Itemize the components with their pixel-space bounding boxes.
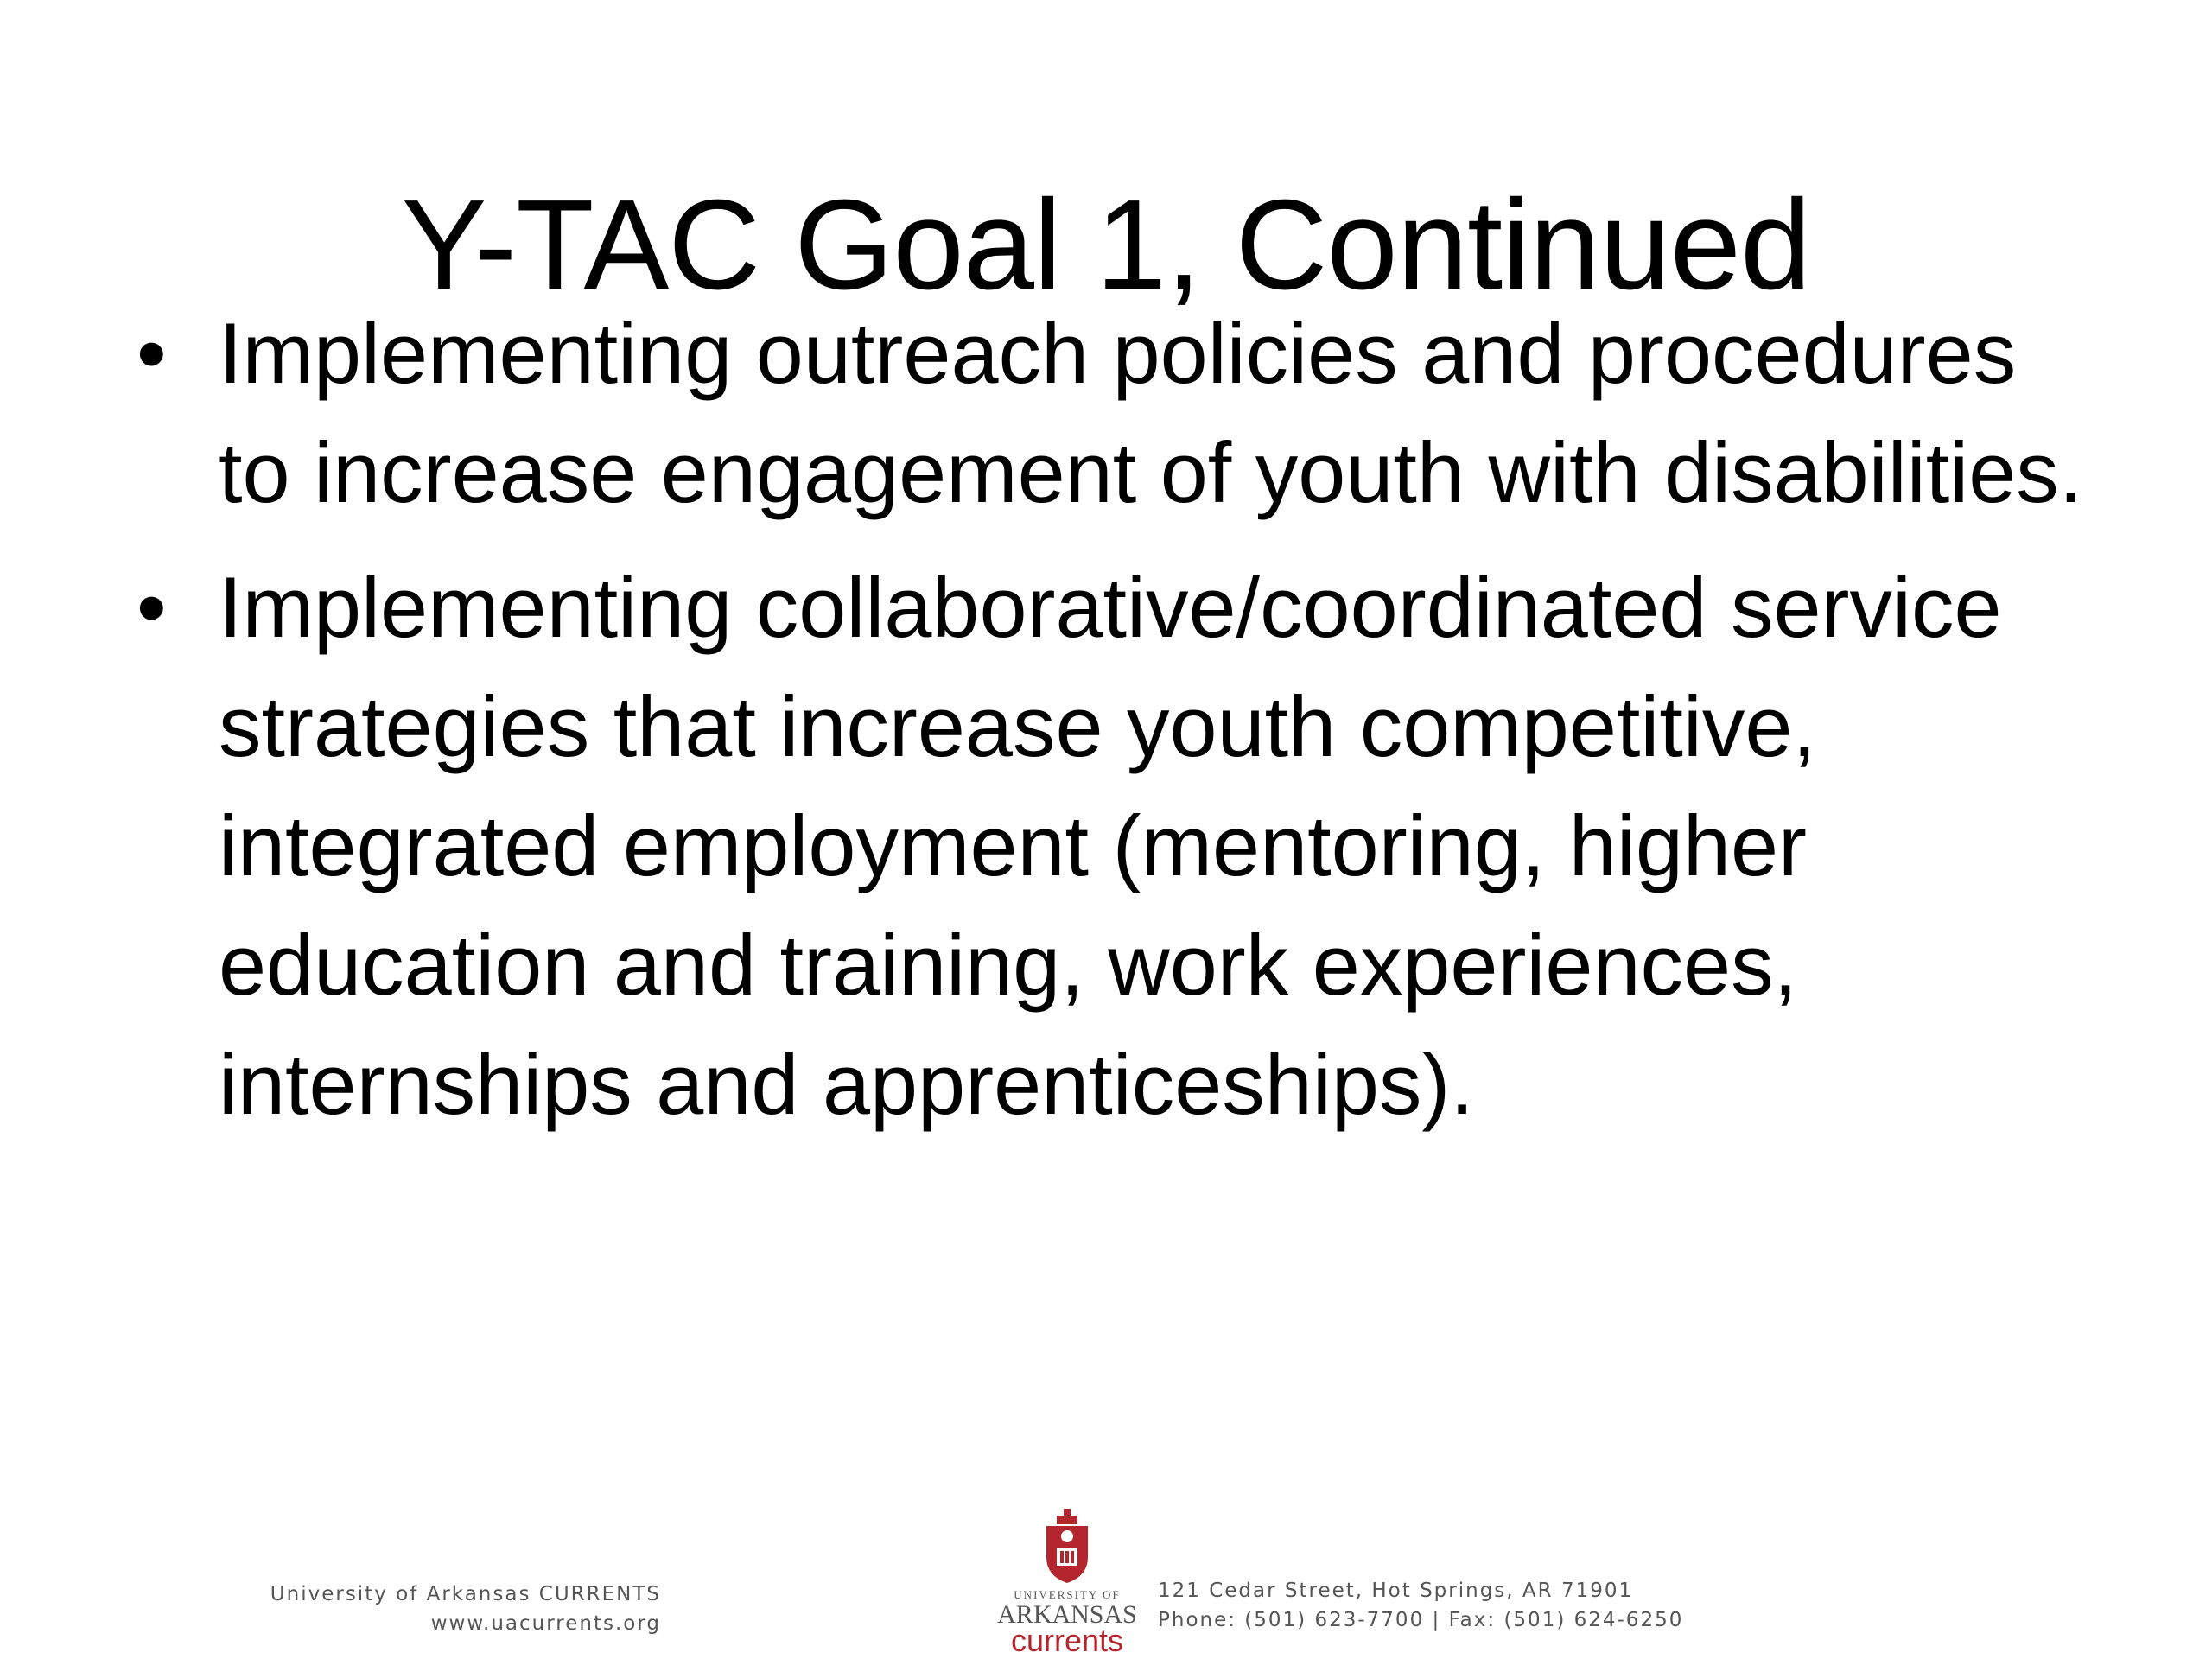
- footer-phone-fax: Phone: (501) 623-7700 | Fax: (501) 624-6250: [1158, 1609, 1684, 1631]
- bullet-item: [137, 548, 2089, 1144]
- bullet-marker: •: [137, 559, 167, 655]
- old-main-building-logo-icon: [989, 1503, 1145, 1590]
- footer-org-name: University of Arkansas CURRENTS: [270, 1583, 661, 1605]
- footer-website: www.uacurrents.org: [430, 1612, 661, 1635]
- bullet-text: Implementing outreach policies and procedures to increase engagement of youth with disabilities.: [219, 305, 2083, 520]
- bullet-list: [137, 294, 2089, 1160]
- bullet-item: [137, 294, 2089, 532]
- university-logo: [989, 1503, 1145, 1658]
- logo-arkansas-text: ARKANSAS: [997, 1600, 1137, 1629]
- bullet-marker: •: [137, 305, 167, 401]
- footer-address: 121 Cedar Street, Hot Springs, AR 71901: [1158, 1580, 1634, 1602]
- logo-currents-text: currents: [1010, 1623, 1124, 1658]
- footer-contact-info: [1158, 1576, 1711, 1635]
- footer-org-info: [229, 1580, 661, 1638]
- bullet-text: Implementing collaborative/coordinated service strategies that increase youth competitive, integrated employment (mentoring, higher education and training, work experiences, internships and apprenticeships).: [219, 559, 2002, 1132]
- slide-title: Y-TAC Goal 1, Continued: [401, 174, 1811, 317]
- slide-footer: [270, 1503, 1711, 1658]
- logo-university-of-text: UNIVERSITY OF: [1014, 1588, 1121, 1601]
